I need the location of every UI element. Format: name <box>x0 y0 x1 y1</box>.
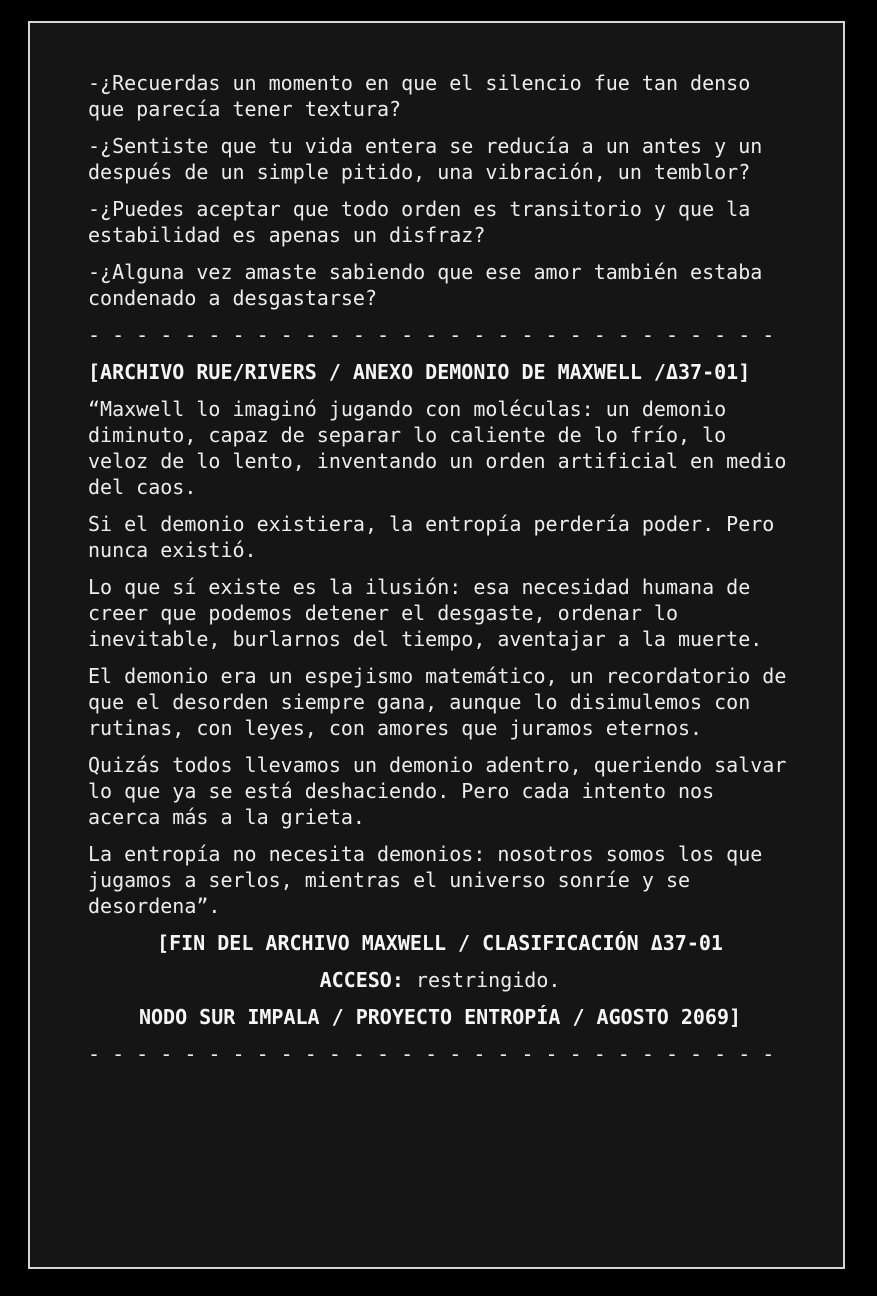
footer-access-value: restringido. <box>415 968 561 992</box>
archive-paragraph-5: Quizás todos llevamos un demonio adentro, queriendo salvar lo que ya se está deshaciendo. Pero cada intento nos acerca más a la grieta. <box>88 753 787 829</box>
footer-node-line: NODO SUR IMPALA / PROYECTO ENTROPÍA / AGOSTO 2069] <box>138 1005 742 1029</box>
dashed-separator-bottom: - - - - - - - - - - - - - - - - - - - - - - - - - - - - - <box>88 1042 775 1066</box>
document-frame <box>28 21 845 1269</box>
question-paragraph-3: -¿Puedes aceptar que todo orden es transitorio y que la estabilidad es apenas un disfraz? <box>88 197 751 247</box>
footer-access-label: ACCESO: <box>319 968 404 992</box>
footer-access-line <box>88 967 792 993</box>
archive-header: [ARCHIVO RUE/RIVERS / ANEXO DEMONIO DE MAXWELL /Δ37-01] <box>88 360 751 384</box>
document-content <box>30 23 843 1067</box>
question-paragraph-1: -¿Recuerdas un momento en que el silencio fue tan denso que parecía tener textura? <box>88 71 751 121</box>
dashed-separator-top: - - - - - - - - - - - - - - - - - - - - - - - - - - - - - <box>88 323 775 347</box>
archive-paragraph-2: Si el demonio existiera, la entropía perdería poder. Pero nunca existió. <box>88 512 775 562</box>
archive-paragraph-3: Lo que sí existe es la ilusión: esa necesidad humana de creer que podemos detener el desgaste, ordenar lo inevitable, burlarnos del tiempo, aventajar a la muerte. <box>88 575 763 651</box>
question-paragraph-4: -¿Alguna vez amaste sabiendo que ese amor también estaba condenado a desgastarse? <box>88 260 763 310</box>
archive-paragraph-6: La entropía no necesita demonios: nosotros somos los que jugamos a serlos, mientras el universo sonríe y se desordena”. <box>88 842 763 918</box>
archive-paragraph-4: El demonio era un espejismo matemático, un recordatorio de que el desorden siempre gana, aunque lo disimulemos con rutinas, con leyes, con amores que juramos eternos. <box>88 664 787 740</box>
archive-paragraph-1: “Maxwell lo imaginó jugando con moléculas: un demonio diminuto, capaz de separar lo caliente de lo frío, lo veloz de lo lento, inventando un orden artificial en medio del caos. <box>88 397 787 499</box>
footer-classification-line: [FIN DEL ARCHIVO MAXWELL / CLASIFICACIÓN Δ37-01 <box>157 931 723 955</box>
question-paragraph-2: -¿Sentiste que tu vida entera se reducía a un antes y un después de un simple pitido, una vibración, un temblor? <box>88 134 763 184</box>
